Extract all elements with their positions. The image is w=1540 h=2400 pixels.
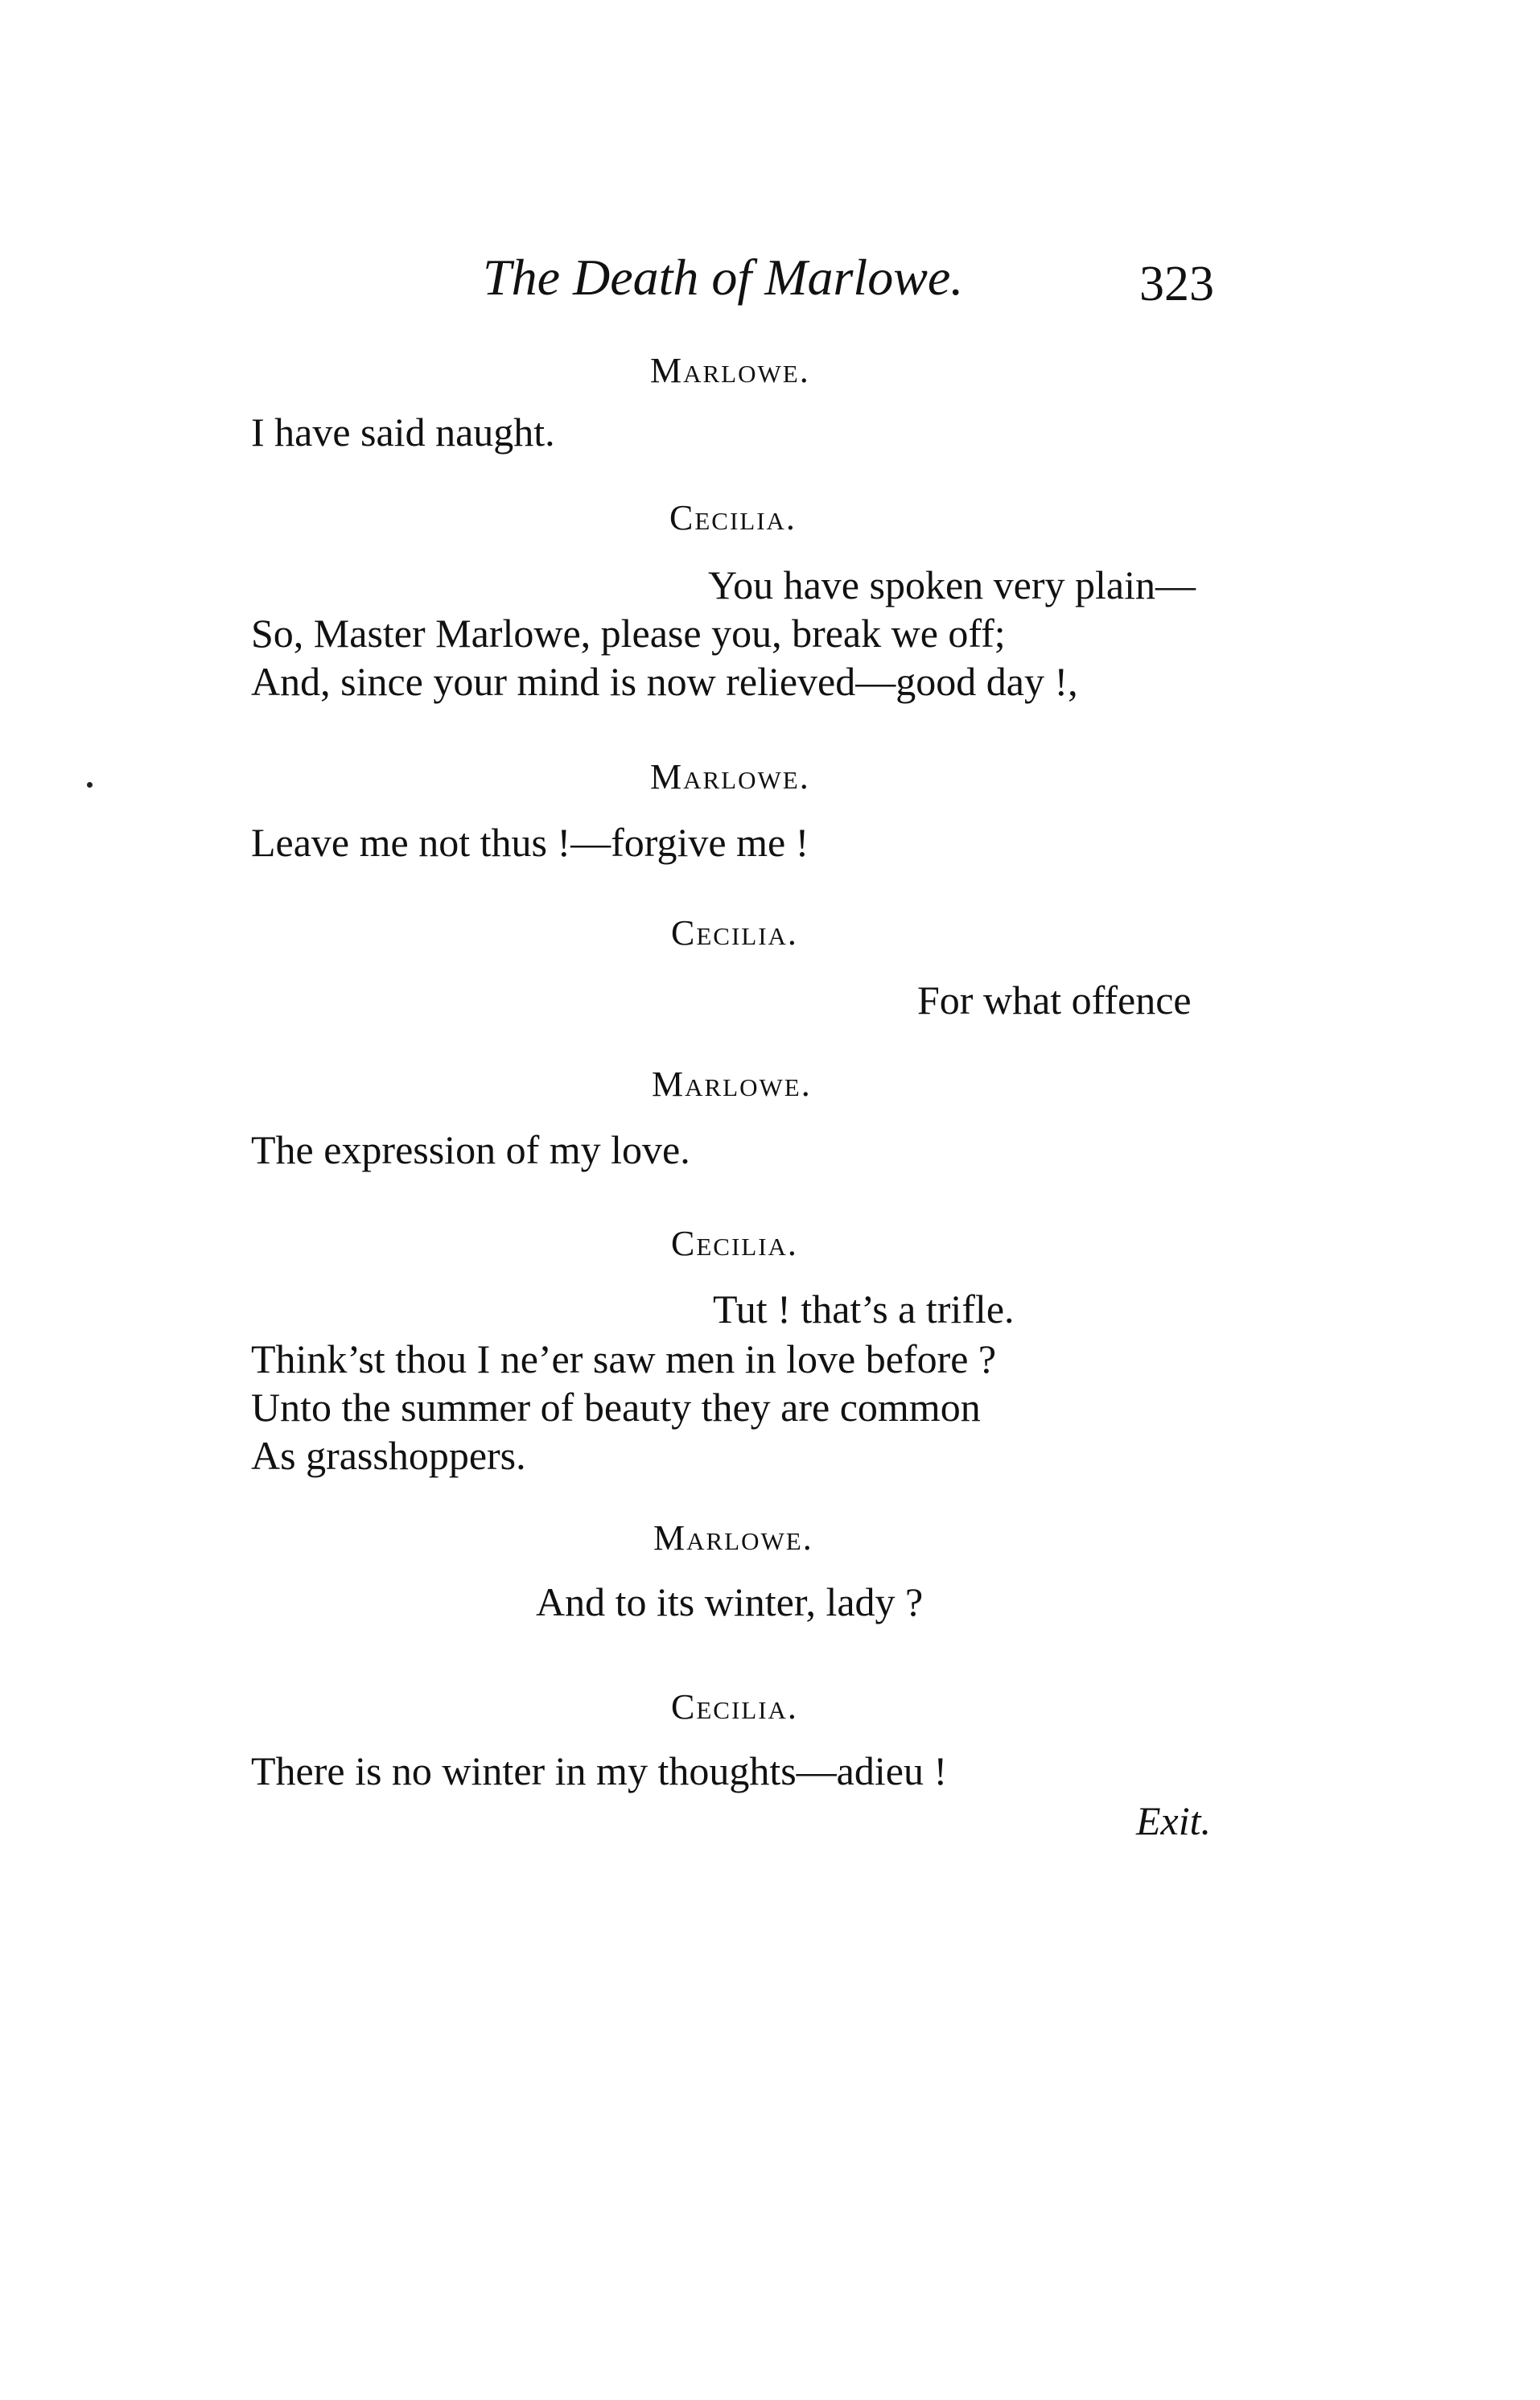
speaker-heading: Cecilia.	[671, 1687, 798, 1727]
stage-direction: Exit.	[1136, 1798, 1212, 1843]
speaker-heading: Cecilia.	[671, 913, 798, 953]
dialogue-line: And, since your mind is now relieved—good day !,	[251, 659, 1078, 704]
dialogue-line: So, Master Marlowe, please you, break we off;	[251, 611, 1006, 656]
dialogue-line: You have spoken very plain—	[708, 562, 1196, 607]
dialogue-line: Tut ! that’s a trifle.	[713, 1286, 1015, 1332]
dialogue-line: The expression of my love.	[251, 1127, 690, 1172]
speaker-heading: Cecilia.	[669, 498, 797, 537]
dialogue-line: I have said naught.	[251, 410, 555, 455]
dialogue-line: As grasshoppers.	[251, 1433, 526, 1478]
dialogue-line: And to its winter, lady ?	[536, 1579, 924, 1624]
dialogue-line: Unto the summer of beauty they are common	[251, 1385, 981, 1430]
dialogue-line: Leave me not thus !—forgive me !	[251, 820, 809, 865]
speaker-heading: Marlowe.	[650, 757, 810, 797]
speaker-heading: Cecilia.	[671, 1224, 798, 1263]
page-title: The Death of Marlowe.	[483, 249, 964, 306]
dialogue-line: For what offence	[917, 978, 1192, 1023]
ink-speck	[87, 782, 93, 788]
speaker-heading: Marlowe.	[650, 351, 810, 390]
dialogue-line: There is no winter in my thoughts—adieu !	[251, 1748, 948, 1793]
speaker-heading: Marlowe.	[652, 1064, 812, 1104]
speaker-heading: Marlowe.	[653, 1518, 813, 1558]
dialogue-line: Think’st thou I ne’er saw men in love before ?	[251, 1336, 997, 1381]
page-number: 323	[1139, 257, 1214, 311]
